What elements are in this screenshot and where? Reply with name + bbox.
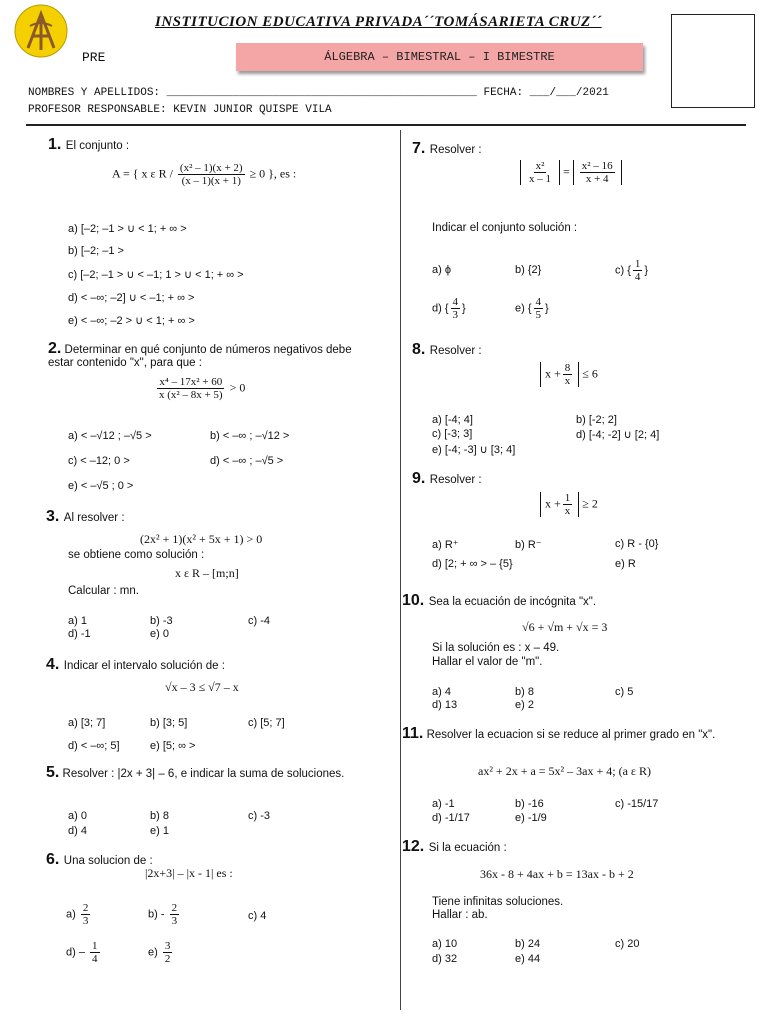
option: a) < –√12 ; –√5 > <box>68 430 152 442</box>
option: a) [3; 7] <box>68 717 106 729</box>
option: a) 10 <box>432 938 458 950</box>
problem-text: Resolver : <box>429 345 482 357</box>
problem-text: Sea la ecuación de incógnita "x". <box>428 596 597 608</box>
problem-text: Hallar : ab. <box>432 909 488 921</box>
exam-banner: ÁLGEBRA – BIMESTRAL – I BIMESTRE <box>236 43 643 71</box>
problem-4 <box>46 656 225 674</box>
option: c) [5; 7] <box>248 717 285 729</box>
option: c) -3 <box>248 810 270 822</box>
photo-box <box>671 14 755 108</box>
problem-number: 1. <box>48 136 62 153</box>
problem-3-set: x ε R – [m;n] <box>175 566 239 580</box>
option: b) [-2; 2] <box>576 414 617 426</box>
option: c) -4 <box>248 615 270 627</box>
option: d) < –∞ ; –√5 > <box>210 455 284 467</box>
problem-10-expression: √6 + √m + √x = 3 <box>522 620 608 634</box>
option: b) {2} <box>515 264 542 276</box>
institution-title: INSTITUCION EDUCATIVA PRIVADA´´TOMÁSARIETA CRUZ´´ <box>155 14 602 30</box>
problem-12 <box>402 838 507 856</box>
problem-9 <box>412 470 482 488</box>
option: e) 1 <box>150 825 169 837</box>
option: b) [3; 5] <box>150 717 188 729</box>
level-label: PRE <box>82 50 106 65</box>
problem-3-expression: (2x² + 1)(x² + 5x + 1) > 0 <box>140 532 263 546</box>
option: d) [2; + ∞ > – {5} <box>432 558 513 570</box>
option: d) -1 <box>68 628 91 640</box>
option: e) R <box>615 558 636 570</box>
option: b) < –∞ ; –√12 > <box>210 430 290 442</box>
option: d) -1/17 <box>432 812 470 824</box>
option: c) -15/17 <box>615 798 659 810</box>
problem-text: Resolver : |2x + 3| – 6, e indicar la suma de soluciones. <box>62 768 345 780</box>
option-c: c) { $\frac{1}{4}$ } <box>615 258 649 283</box>
problem-number: 8. <box>412 341 426 358</box>
problem-10 <box>402 592 596 610</box>
problem-text: Resolver la ecuacion si se reduce al primer grado en "x". <box>426 729 716 741</box>
option: d) 4 <box>68 825 87 837</box>
problem-text: Una solucion de : <box>63 855 153 867</box>
problem-1-expression: A = { x ε R / $\frac{\text{(x² – 1)(x + 2)}}{(x - 1)(x + 1)}$ ≥ 0 }, es : <box>112 162 297 187</box>
option: d) 32 <box>432 953 458 965</box>
option: d) < –∞; 5] <box>68 740 120 752</box>
option-e: e) $\frac{3}{2}$ <box>148 940 171 965</box>
option: e) < –√5 ; 0 > <box>68 480 134 492</box>
option: c) [-3; 3] <box>432 428 473 440</box>
problem-number: 2. <box>48 340 62 357</box>
names-date-line: NOMBRES Y APELLIDOS: _______________________________________________ FECHA: ___/___/2021 <box>28 87 609 99</box>
problem-text: Resolver : <box>429 474 482 486</box>
option: b) 24 <box>515 938 541 950</box>
problem-6-expression: |2x+3| – |x - 1| es : <box>145 866 233 880</box>
problem-1 <box>48 136 129 154</box>
problem-12-expression: 36x - 8 + 4ax + b = 13ax - b + 2 <box>480 867 634 881</box>
option: a) [-4; 4] <box>432 414 473 426</box>
problem-8 <box>412 341 482 359</box>
problem-number: 5. <box>46 764 60 781</box>
option: b) [–2; –1 > <box>68 245 124 257</box>
option-e: e) { $\frac{4}{5}$ } <box>515 296 549 321</box>
option: b) -16 <box>515 798 544 810</box>
problem-text: Resolver : <box>429 144 482 156</box>
problem-number: 10. <box>402 592 425 609</box>
option: d) 13 <box>432 699 458 711</box>
option: c) 4 <box>248 910 267 922</box>
problem-text: El conjunto : <box>65 140 130 152</box>
option: b) R⁻ <box>515 539 542 551</box>
option: c) R - {0} <box>615 538 659 550</box>
option: a) R⁺ <box>432 539 459 551</box>
problem-text: Tiene infinitas soluciones. <box>432 896 564 908</box>
option: b) 8 <box>515 686 534 698</box>
problem-4-expression: √x – 3 ≤ √7 – x <box>165 680 239 694</box>
problem-number: 9. <box>412 470 426 487</box>
option: c) [–2; –1 > ∪ < –1; 1 > ∪ < 1; + ∞ > <box>68 269 244 281</box>
option-a: a) $\frac{2}{3}$ <box>66 902 89 927</box>
option: c) 20 <box>615 938 640 950</box>
option-b: b) - $\frac{2}{3}$ <box>148 902 178 927</box>
option: e) < –∞; –2 > ∪ < 1; + ∞ > <box>68 315 195 327</box>
option: d) < –∞; –2] ∪ < –1; + ∞ > <box>68 292 195 304</box>
school-logo <box>14 4 68 58</box>
problem-text: Al resolver : <box>63 512 125 524</box>
problem-text: Si la solución es : x – 49. <box>432 642 560 654</box>
problem-text: Si la ecuación : <box>428 842 507 854</box>
option: e) 0 <box>150 628 169 640</box>
problem-number: 4. <box>46 656 60 673</box>
option: c) < –12; 0 > <box>68 455 130 467</box>
problem-9-expression: x + $\frac{1}{x}$ ≥ 2 <box>540 492 598 517</box>
problem-11 <box>402 727 722 742</box>
problem-number: 3. <box>46 508 60 525</box>
header-rule <box>26 124 746 126</box>
problem-text: Calcular : mn. <box>68 585 139 597</box>
problem-2-expression: $\frac{\text{x⁴ – 17x² + 60}}{\text{x (x² – 8x + 5)}}$ > 0 <box>159 376 246 401</box>
problem-6 <box>46 851 153 869</box>
option: a) 0 <box>68 810 87 822</box>
problem-number: 12. <box>402 838 425 855</box>
problem-11-expression: ax² + 2x + a = 5x² – 3ax + 4; (a ε R) <box>478 764 651 778</box>
option: b) 8 <box>150 810 169 822</box>
problem-5 <box>46 766 356 781</box>
option: c) 5 <box>615 686 634 698</box>
problem-number: 7. <box>412 140 426 157</box>
problem-text: Determinar en qué conjunto de números negativos debe estar contenido "x", para que : <box>48 344 352 369</box>
problem-2 <box>48 342 358 370</box>
problem-text: se obtiene como solución : <box>68 549 205 561</box>
option-d: d) { $\frac{4}{3}$ } <box>432 296 466 321</box>
option: a) [–2; –1 > ∪ < 1; + ∞ > <box>68 223 187 235</box>
teacher-line: PROFESOR RESPONSABLE: KEVIN JUNIOR QUISPE VILA <box>28 104 332 116</box>
option: e) -1/9 <box>515 812 547 824</box>
problem-number: 11. <box>402 725 424 742</box>
problem-8-expression: x + $\frac{8}{x}$ ≤ 6 <box>540 362 598 387</box>
option: e) [-4; -3] ∪ [3; 4] <box>432 444 516 456</box>
problem-7-expression: $\frac{\text{x²}}{x - 1}$ = $\frac{\text{x² – 16}}{x + 4}$ <box>520 160 622 185</box>
option-d: d) – $\frac{1}{4}$ <box>66 940 98 965</box>
option: e) [5; ∞ > <box>150 740 196 752</box>
column-divider <box>400 130 401 1010</box>
problem-number: 6. <box>46 851 60 868</box>
problem-3 <box>46 508 125 526</box>
problem-text: Hallar el valor de "m". <box>432 656 543 668</box>
option: a) ϕ <box>432 264 451 276</box>
option: d) [-4; -2] ∪ [2; 4] <box>576 429 660 441</box>
problem-text: Indicar el conjunto solución : <box>432 222 578 234</box>
option: a) 4 <box>432 686 451 698</box>
option: e) 44 <box>515 953 541 965</box>
option: a) 1 <box>68 615 87 627</box>
problem-7 <box>412 140 482 158</box>
option: b) -3 <box>150 615 173 627</box>
option: a) -1 <box>432 798 455 810</box>
problem-text: Indicar el intervalo solución de : <box>63 660 225 672</box>
option: e) 2 <box>515 699 534 711</box>
